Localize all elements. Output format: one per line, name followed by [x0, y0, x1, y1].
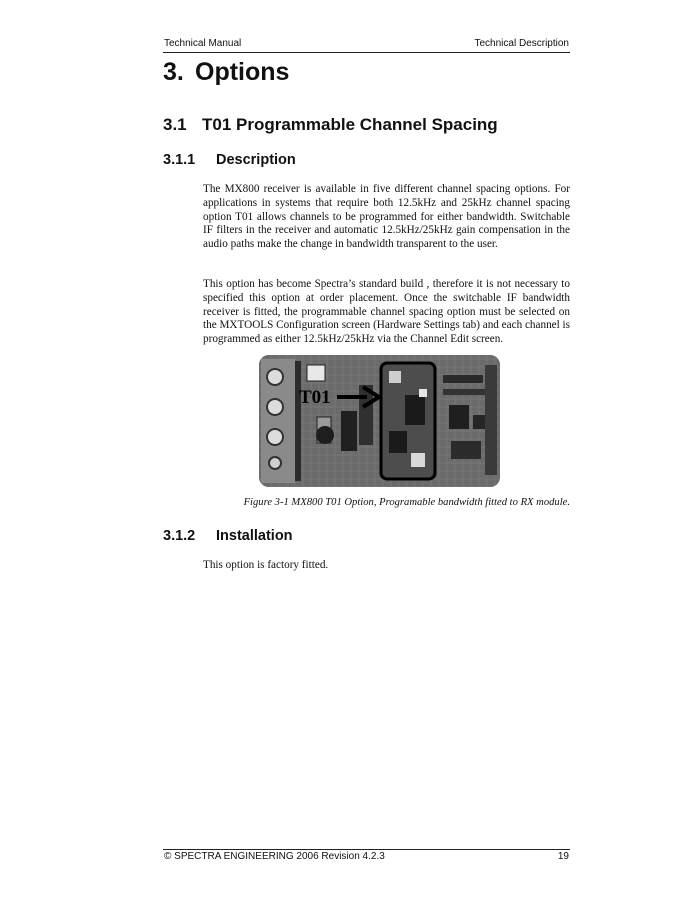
pcb-illustration	[259, 355, 500, 487]
body-paragraph-2: This option has become Spectra’s standard build , therefore it is not necessary to specified this option at order placement. Once the switchable IF bandwidth receiver is fitted, the programmable channel spacing option must be selected on the MXTOOLS Configuration screen (Hardware Settings tab) and each channel is programmed as either 12.5kHz/25kHz via the Channel Edit screen.	[203, 278, 571, 346]
subsection-title: Installation	[216, 528, 293, 544]
chapter-heading	[163, 58, 289, 87]
section-heading	[163, 115, 498, 135]
chapter-number: 3.	[163, 58, 184, 86]
installation-paragraph: This option is factory fitted.	[203, 559, 329, 571]
chapter-title: Options	[195, 58, 290, 86]
running-header-right: Technical Description	[474, 38, 569, 49]
header-rule	[163, 52, 570, 53]
subsection-title: Description	[216, 152, 296, 168]
figure-label-t01: T01	[299, 387, 331, 408]
figure-caption: Figure 3-1 MX800 T01 Option, Programable bandwidth fitted to RX module.	[243, 497, 570, 508]
subsection-number: 3.1.1	[163, 152, 196, 168]
subsection-heading-installation	[163, 528, 293, 544]
section-title: T01 Programmable Channel Spacing	[202, 115, 498, 134]
footer-rule	[163, 849, 570, 850]
page-number: 19	[557, 851, 569, 862]
running-header-left: Technical Manual	[164, 38, 242, 49]
subsection-heading-description	[163, 152, 296, 168]
section-number: 3.1	[163, 115, 187, 134]
rx-module-photo	[259, 355, 500, 487]
footer-copyright: © SPECTRA ENGINEERING 2006 Revision 4.2.3	[164, 851, 385, 862]
body-paragraph-1: The MX800 receiver is available in five different channel spacing options. For applications in systems that require both 12.5kHz and 25kHz channel spacing option T01 allows channels to be programmed for either bandwidth. Switchable IF filters in the receiver and automatic 12.5kHz/25kHz gain compensation in the audio paths make the change in bandwidth transparent to the user.	[203, 183, 570, 251]
subsection-number: 3.1.2	[163, 528, 196, 544]
